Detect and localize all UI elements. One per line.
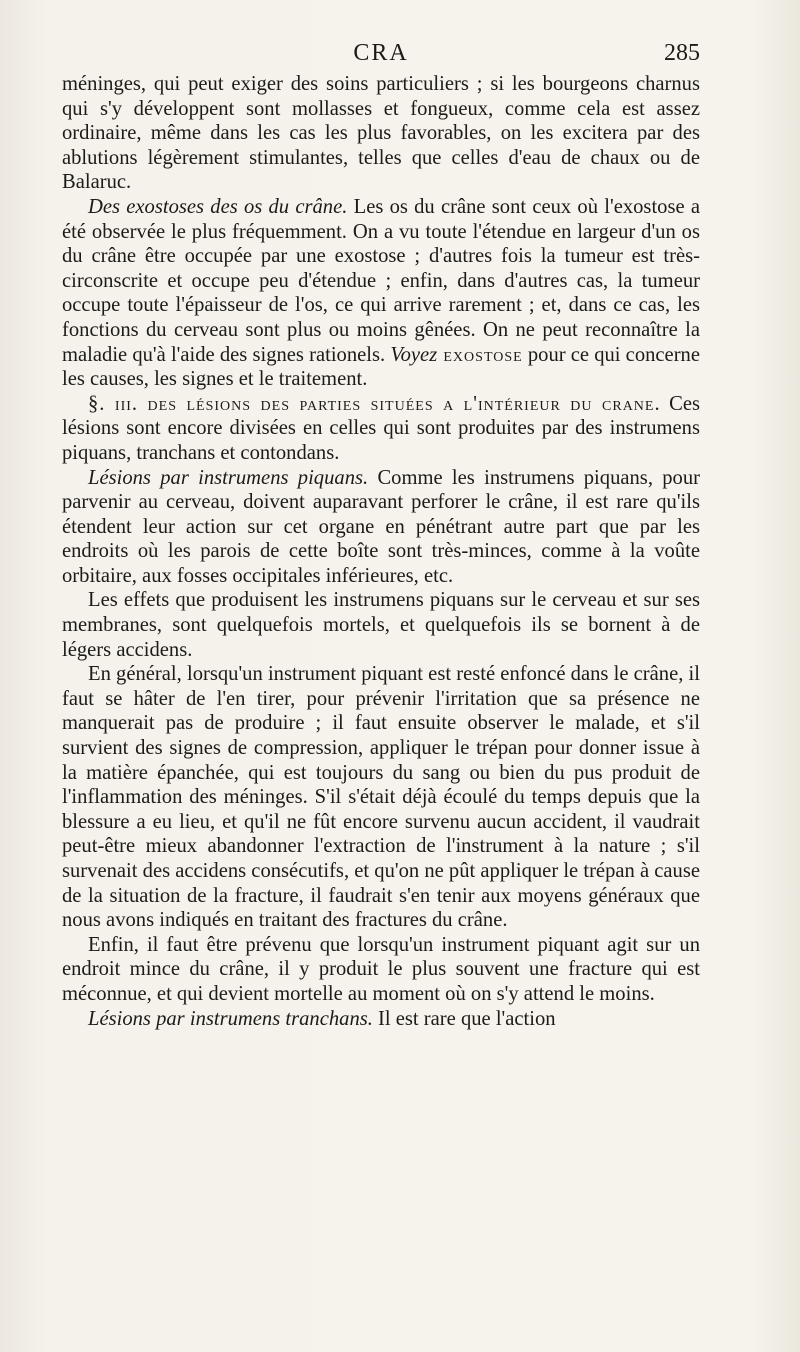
running-head: CRA xyxy=(353,40,409,66)
page-number: 285 xyxy=(664,40,700,66)
paragraph-general xyxy=(62,662,700,933)
paragraph-effets-text: Les effets que produisent les instrumens piquans sur le cerveau et sur ses membranes, sont quelquefois mortels, et quelquefois ils se bornent à de légers accidens. xyxy=(62,589,700,661)
paragraph-general-text: En général, lorsqu'un instrument piquant est resté enfoncé dans le crâne, il faut se hâter de l'en tirer, pour prévenir l'irritation que sa présence ne manquerait pas de produire ; il faut ensuite observer le malade, et s'il survient des signes de compression, appliquer le trépan pour donner issue à la matière épanchée, qui est toujours du sang ou bien du pus produit de l'inflammation des méninges. S'il s'était déjà écoulé du temps depuis que la blessure a eu lieu, et qu'il ne fût encore survenu aucun accident, il vaudrait peut-être mieux abandonner l'extraction de l'instrument à la nature ; s'il survenait des accidens consécutifs, et qu'on ne pût appliquer le trépan à cause de la situation de la fracture, il faudrait s'en tenir aux moyens généraux que nous avons indiqués en traitant des fractures du crâne. xyxy=(62,663,700,932)
section-lead-piquans: Lésions par instrumens piquans. xyxy=(88,466,369,489)
page-header xyxy=(62,40,700,76)
paragraph-exostoses xyxy=(62,195,700,392)
paragraph-tranchans xyxy=(62,1007,700,1032)
cross-reference: exostose xyxy=(437,343,523,366)
body-text xyxy=(62,72,700,1031)
paragraph-section-3-text: Ces lésions sont encore divisées en celles qui sont produites par des instrumens piquans, tranchans et contondans. xyxy=(62,392,701,464)
paragraph-1 xyxy=(62,72,700,195)
paragraph-piquans-text: Comme les instrumens piquans, pour parvenir au cerveau, doivent auparavant perforer le crâne, il est rare qu'ils étendent leur action sur cet organe en pénétrant autre part que par les endroits où les parois de cette boîte sont très-minces, comme à la voûte orbitaire, aux fosses occipitales inférieures, etc. xyxy=(62,466,700,587)
section-heading: §. iii. des lésions des parties situées a l'intérieur du crane. xyxy=(88,392,661,415)
section-lead-exostoses: Des exostoses des os du crâne. xyxy=(88,195,348,218)
voyez-label: Voyez xyxy=(390,343,438,366)
paragraph-exostoses-text-b: pour ce qui concerne les causes, les signes et le traitement. xyxy=(62,343,700,391)
paragraph-piquans xyxy=(62,466,700,589)
paragraph-enfin xyxy=(62,933,700,1007)
paragraph-enfin-text: Enfin, il faut être prévenu que lorsqu'un instrument piquant agit sur un endroit mince du crâne, il y produit le plus souvent une fracture qui est méconnue, et qui devient mortelle au moment où on s'y attend le moins. xyxy=(62,933,700,1005)
paragraph-effets xyxy=(62,588,700,662)
section-lead-tranchans: Lésions par instrumens tranchans. xyxy=(88,1007,373,1030)
paragraph-1-text: méninges, qui peut exiger des soins particuliers ; si les bourgeons charnus qui s'y développent sont mollasses et fongueux, comme cela est assez ordinaire, même dans les cas les plus favorables, on les excitera par des ablutions légèrement stimulantes, telles que celles d'eau de chaux ou de Balaruc. xyxy=(62,73,700,194)
paragraph-exostoses-text-a: Les os du crâne sont ceux où l'exostose a été observée le plus fréquemment. On a vu toute l'étendue en largeur d'un os du crâne être occupée par une exostose ; d'autres fois la tumeur est très-circonscrite et occupe peu d'étendue ; enfin, dans d'autres cas, la tumeur occupe toute l'épaisseur de l'os, ce qui arrive rarement ; et, dans ce cas, les fonctions du cerveau sont plus ou moins gênées. On ne peut reconnaître la maladie qu'à l'aide des signes rationels. xyxy=(62,195,700,366)
paragraph-section-3 xyxy=(62,392,700,466)
paragraph-tranchans-text: Il est rare que l'action xyxy=(372,1007,556,1030)
